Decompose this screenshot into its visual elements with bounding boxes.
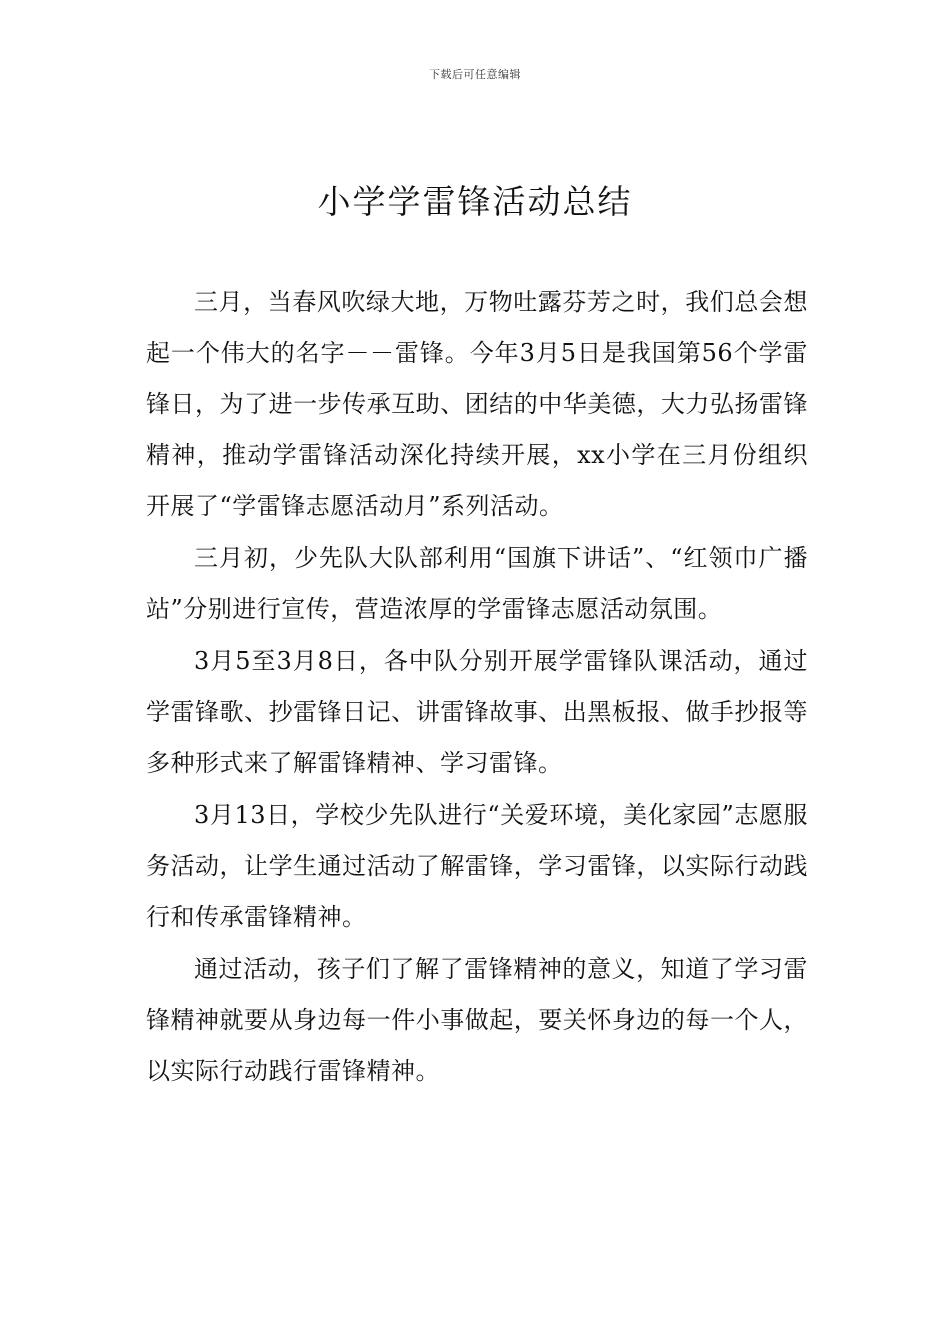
document-body: [146, 277, 808, 1097]
paragraph-march-13: 3月13日，学校少先队进行“关爱环境，美化家园”志愿服务活动，让学生通过活动了解雷锋，学习雷锋，以实际行动践行和传承雷锋精神。: [146, 801, 808, 931]
paragraph-march-5-8: 3月5至3月8日，各中队分别开展学雷锋队课活动，通过学雷锋歌、抄雷锋日记、讲雷锋故事、出黑板报、做手抄报等多种形式来了解雷锋精神、学习雷锋。: [146, 647, 808, 777]
document-title: 小学学雷锋活动总结: [317, 182, 633, 221]
header-note: 下载后可任意编辑: [429, 68, 521, 81]
paragraph-conclusion: 通过活动，孩子们了解了雷锋精神的意义，知道了学习雷锋精神就要从身边每一件小事做起，要关怀身边的每一个人，以实际行动践行雷锋精神。: [146, 955, 808, 1085]
paragraph-intro: 三月，当春风吹绿大地，万物吐露芬芳之时，我们总会想起一个伟大的名字－－雷锋。今年3月5日是我国第56个学雷锋日，为了进一步传承互助、团结的中华美德，大力弘扬雷锋精神，推动学雷锋活动深化持续开展，xx小学在三月份组织开展了“学雷锋志愿活动月”系列活动。: [146, 288, 808, 520]
paragraph-early-march: 三月初，少先队大队部利用“国旗下讲话”、“红领巾广播站”分别进行宣传，营造浓厚的学雷锋志愿活动氛围。: [146, 544, 808, 623]
